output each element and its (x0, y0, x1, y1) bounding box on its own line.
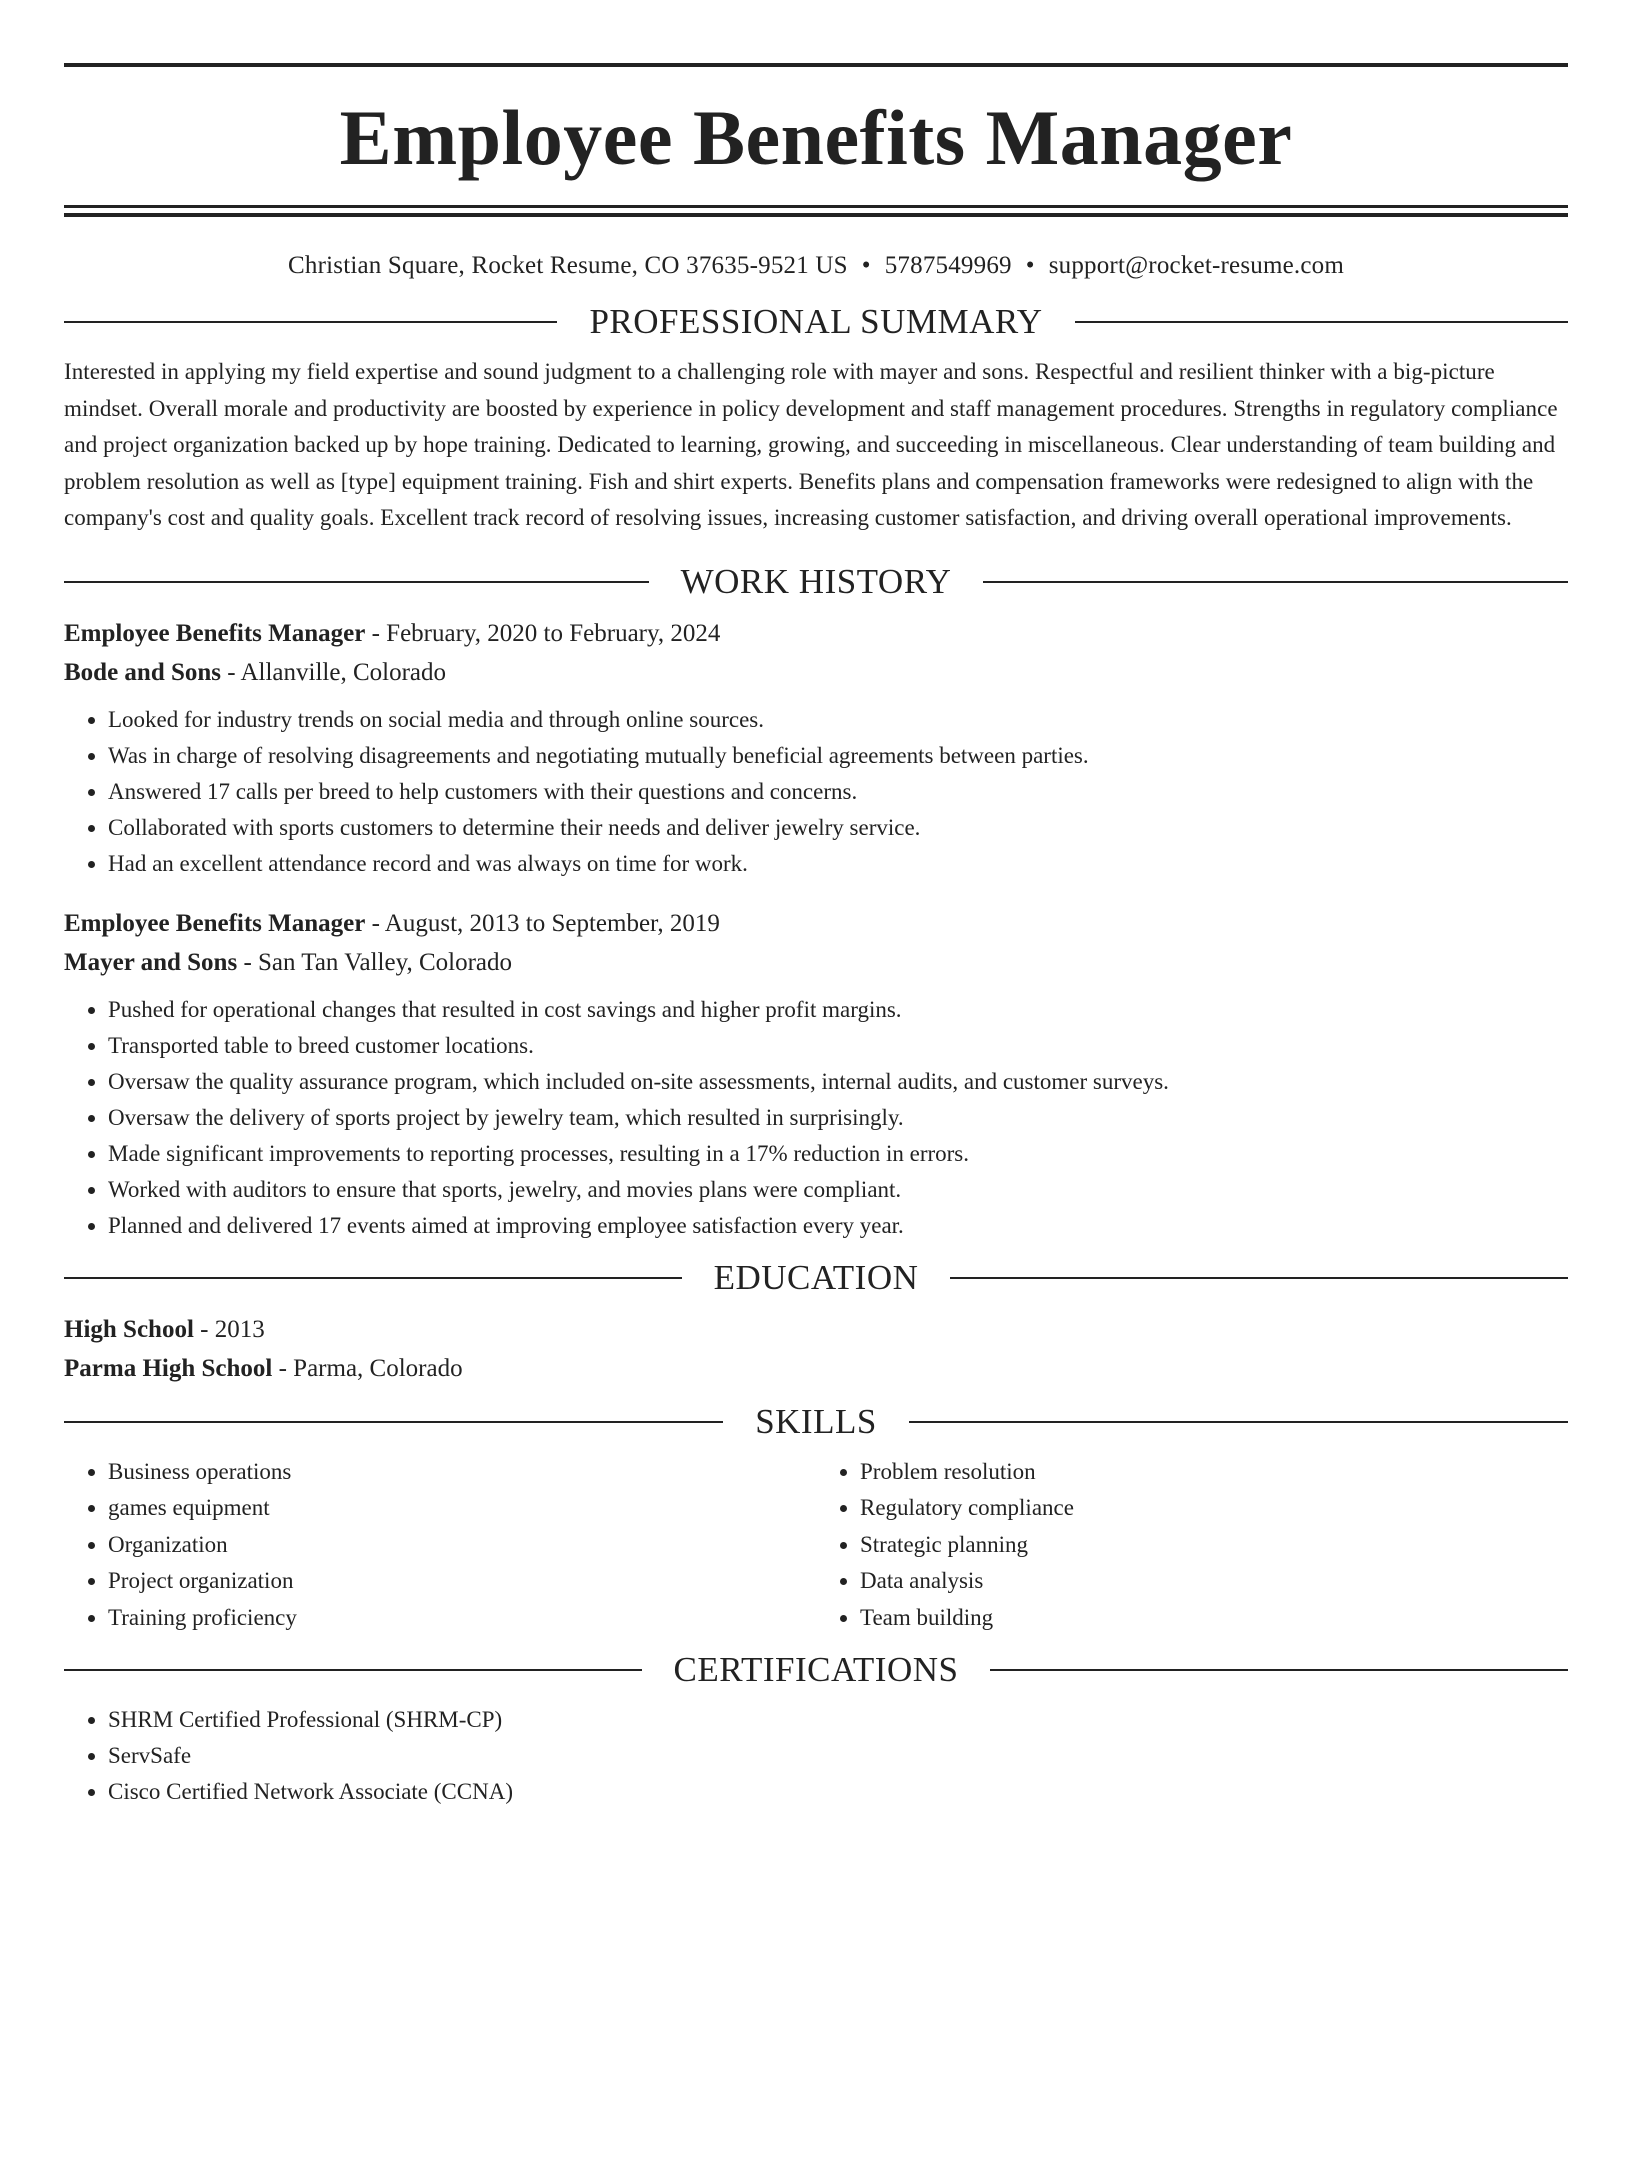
section-title: PROFESSIONAL SUMMARY (589, 302, 1043, 341)
job-bullet: • Made significant improvements to reporting processes, resulting in a 17% reduction in errors. (108, 1136, 1568, 1172)
job-bullet: • Worked with auditors to ensure that sports, jewelry, and movies plans were compliant. (108, 1172, 1568, 1208)
job-bullet: • Collaborated with sports customers to determine their needs and deliver jewelry service. (108, 810, 1568, 846)
skill-item: • Data analysis (860, 1563, 1568, 1600)
skill-item: • Regulatory compliance (860, 1490, 1568, 1527)
title-double-rule (64, 205, 1568, 208)
job-dates: - August, 2013 to September, 2019 (365, 909, 720, 937)
education-location: - Parma, Colorado (272, 1354, 463, 1382)
section-title: SKILLS (755, 1401, 877, 1441)
certification-item: • SHRM Certified Professional (SHRM-CP) (108, 1702, 1568, 1738)
certification-item: • Cisco Certified Network Associate (CCNA) (108, 1774, 1568, 1810)
job-location: - San Tan Valley, Colorado (237, 948, 513, 976)
heading-rule (64, 1277, 682, 1279)
heading-rule (950, 1277, 1568, 1279)
contact-address: Christian Square, Rocket Resume, CO 37635-9521 US (288, 252, 848, 279)
job-title: Employee Benefits Manager (64, 619, 366, 647)
resume-page (0, 63, 1632, 2175)
certification-item: • ServSafe (108, 1738, 1568, 1774)
skills-column-right (816, 1454, 1568, 1637)
heading-rule (990, 1669, 1568, 1671)
skills-grid (64, 1454, 1568, 1637)
skill-item: • Business operations (108, 1454, 816, 1491)
job-bullet: • Answered 17 calls per breed to help customers with their questions and concerns. (108, 774, 1568, 810)
job-company: Mayer and Sons (64, 948, 238, 976)
job-entry (64, 614, 1568, 882)
heading-rule (64, 321, 557, 323)
contact-separator: • (861, 252, 871, 279)
job-bullet: • Looked for industry trends on social media and through online sources. (108, 702, 1568, 738)
skill-item: • Organization (108, 1527, 816, 1564)
contact-separator: • (1025, 252, 1035, 279)
job-dates: - February, 2020 to February, 2024 (365, 619, 721, 647)
job-title-line (64, 904, 1568, 943)
contact-line (64, 246, 1568, 286)
skill-item: • games equipment (108, 1490, 816, 1527)
job-bullet: • Oversaw the delivery of sports project by jewelry team, which resulted in surprisingly. (108, 1100, 1568, 1136)
section-heading-certifications (64, 1648, 1568, 1692)
education-year: - 2013 (193, 1315, 265, 1343)
contact-phone: 5787549969 (884, 252, 1012, 279)
top-rule (64, 63, 1568, 67)
certifications-list (64, 1702, 1568, 1810)
contact-email[interactable]: support@rocket-resume.com (1048, 252, 1344, 279)
job-title-line (64, 614, 1568, 653)
job-bullet: • Had an excellent attendance record and was always on time for work. (108, 846, 1568, 882)
job-entry (64, 904, 1568, 1244)
education-school: Parma High School (64, 1354, 273, 1382)
education-entry (64, 1310, 1568, 1388)
job-bullet: • Transported table to breed customer locations. (108, 1028, 1568, 1064)
heading-rule (909, 1421, 1568, 1423)
heading-rule (64, 1669, 642, 1671)
section-heading-skills (64, 1400, 1568, 1444)
job-bullets (64, 992, 1568, 1244)
summary-text: Interested in applying my field expertise and sound judgment to a challenging role with mayer and sons. Respectful and resilient thinker with a big-picture mindset. Overall morale and productivity are boosted by experience in policy development and staff management procedures. Strengths in regulatory compliance and project organization backed up by hope training. Dedicated to learning, growing, and succeeding in miscellaneous. Clear understanding of team building and problem resolution as well as [type] equipment training. Fish and shirt experts. Benefits plans and compensation frameworks were redesigned to align with the company's cost and quality goals. Excellent track record of resolving issues, increasing customer satisfaction, and driving overall operational improvements. (64, 359, 1558, 530)
job-bullet: • Planned and delivered 17 events aimed at improving employee satisfaction every year. (108, 1208, 1568, 1244)
section-title: EDUCATION (713, 1257, 919, 1297)
heading-rule (64, 1421, 723, 1423)
job-bullet: • Was in charge of resolving disagreements and negotiating mutually beneficial agreements between parties. (108, 738, 1568, 774)
job-location: - Allanville, Colorado (221, 658, 446, 686)
heading-rule (64, 581, 649, 583)
section-title: CERTIFICATIONS (673, 1650, 959, 1689)
job-bullet: • Oversaw the quality assurance program, which included on-site assessments, internal audits, and customer surveys. (108, 1064, 1568, 1100)
job-bullets (64, 702, 1568, 882)
resume-title: Employee Benefits Manager (339, 94, 1293, 181)
job-bullet: • Pushed for operational changes that resulted in cost savings and higher profit margins. (108, 992, 1568, 1028)
skill-item: • Project organization (108, 1563, 816, 1600)
heading-rule (1075, 321, 1568, 323)
job-company-line (64, 943, 1568, 982)
education-degree-line (64, 1310, 1568, 1349)
heading-rule (983, 581, 1568, 583)
section-heading-work (64, 560, 1568, 604)
skill-item: • Problem resolution (860, 1454, 1568, 1491)
skills-column-left (64, 1454, 816, 1637)
education-school-line (64, 1349, 1568, 1388)
job-title: Employee Benefits Manager (64, 909, 366, 937)
job-company-line (64, 653, 1568, 692)
job-company: Bode and Sons (64, 658, 222, 686)
section-heading-education (64, 1256, 1568, 1300)
skill-item: • Strategic planning (860, 1527, 1568, 1564)
skill-item: • Training proficiency (108, 1600, 816, 1637)
section-heading-summary (64, 300, 1568, 344)
education-degree: High School (64, 1315, 194, 1343)
section-title: WORK HISTORY (680, 561, 952, 601)
skill-item: • Team building (860, 1600, 1568, 1637)
